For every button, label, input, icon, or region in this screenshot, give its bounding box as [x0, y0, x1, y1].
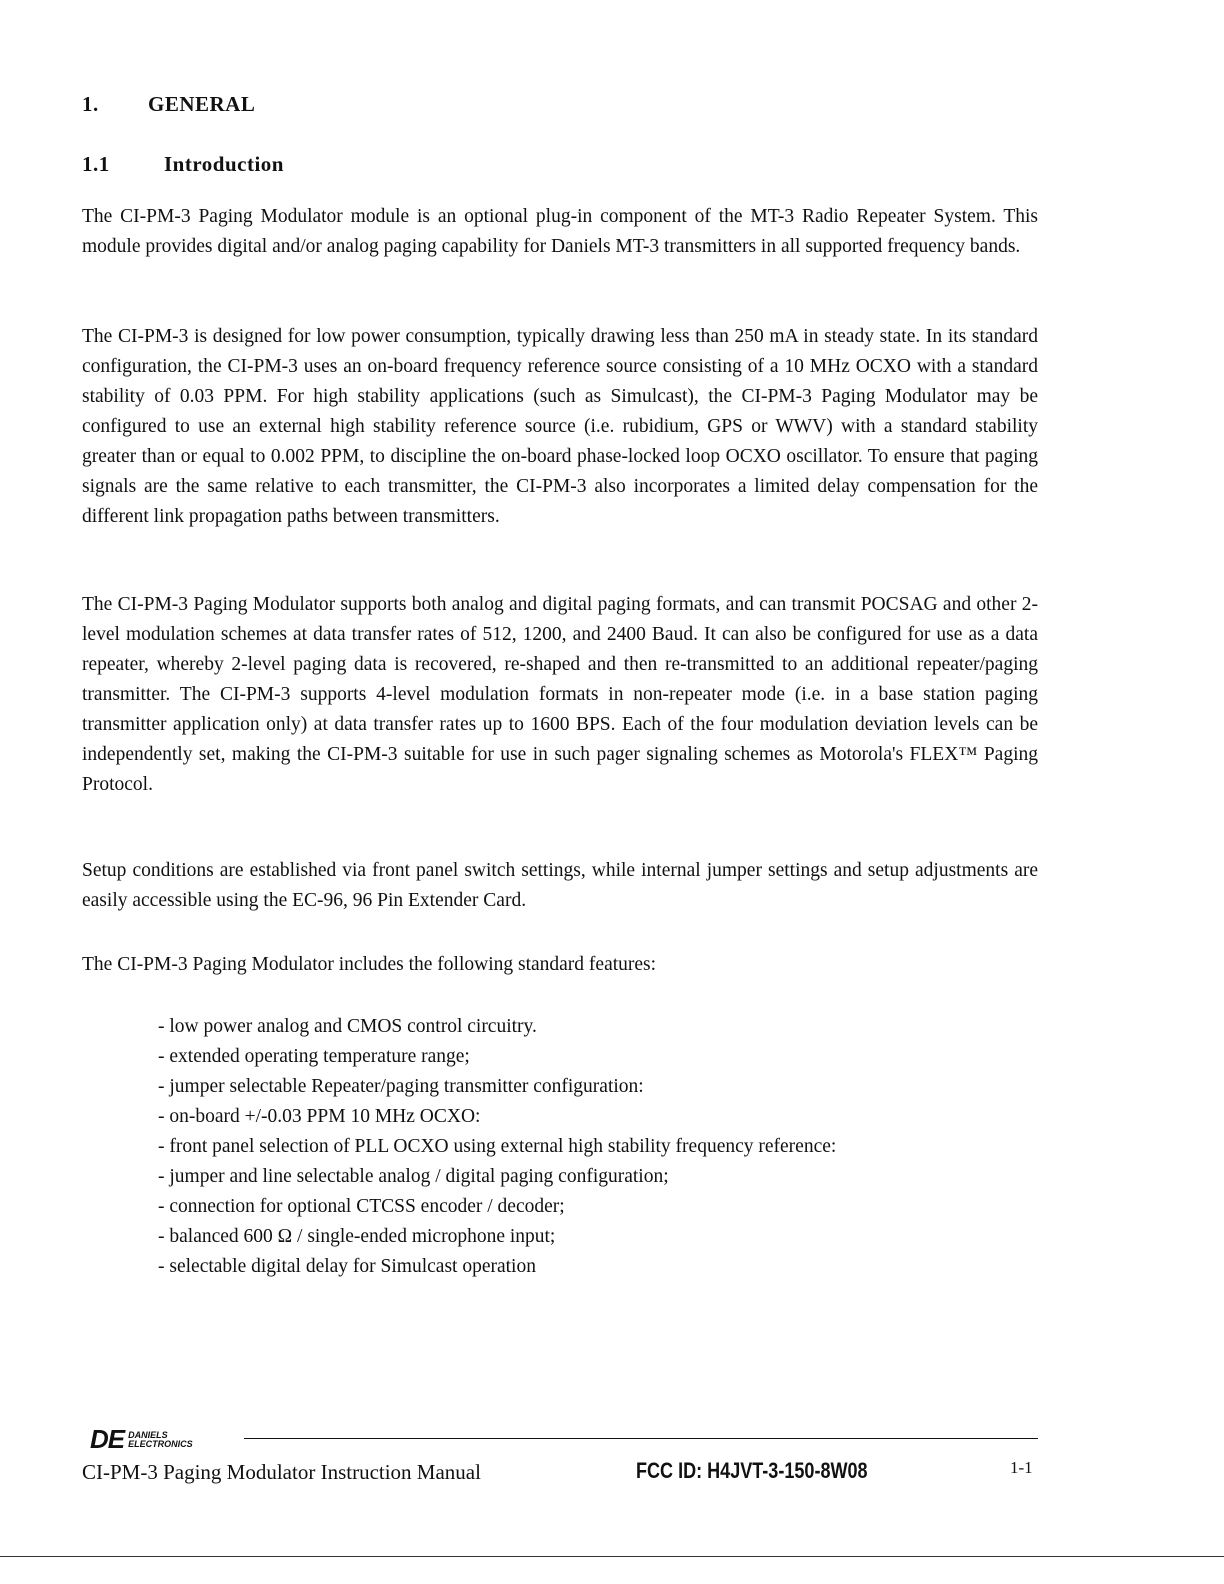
logo-wordmark — [128, 1431, 193, 1449]
page-number: 1-1 — [1010, 1458, 1033, 1477]
list-item: - on-board +/-0.03 PPM 10 MHz OCXO: — [158, 1102, 836, 1132]
list-item: - extended operating temperature range; — [158, 1042, 836, 1072]
list-item: - connection for optional CTCSS encoder / decoder; — [158, 1192, 836, 1222]
fcc-id-stamp: FCC ID: H4JVT-3-150-8W08 — [636, 1458, 868, 1483]
paragraph-formats: The CI-PM-3 Paging Modulator supports both analog and digital paging formats, and can transmit POCSAG and other 2-level modulation schemes at data transfer rates of 512, 1200, and 2400 Baud. It can also be configured for use as a data repeater, whereby 2-level paging data is recovered, re-shaped and then re-transmitted to an additional repeater/paging transmitter. The CI-PM-3 supports 4-level modulation formats in non-repeater mode (i.e. in a base station paging transmitter application only) at data transfer rates up to 1600 BPS. Each of the four modulation deviation levels can be independently set, making the CI-PM-3 suitable for use in such pager signaling schemes as Motorola's FLEX™ Paging Protocol. — [82, 594, 1038, 795]
subsection-number: 1.1 — [82, 152, 110, 176]
section-number: 1. — [82, 92, 99, 116]
subsection-heading — [82, 152, 284, 177]
features-list — [158, 1012, 836, 1282]
footer-divider — [244, 1438, 1038, 1439]
logo-line-electronics: ELECTRONICS — [128, 1439, 193, 1449]
subsection-title: Introduction — [164, 152, 284, 176]
scan-edge-line — [0, 1556, 1224, 1557]
paragraph-features-intro: The CI-PM-3 Paging Modulator includes the following standard features: — [82, 954, 657, 975]
logo-mark: DE — [90, 1424, 125, 1454]
paragraph-setup: Setup conditions are established via front panel switch settings, while internal jumper settings and setup adjustments are easily accessible using the EC-96, 96 Pin Extender Card. — [82, 860, 1038, 911]
daniels-logo — [90, 1426, 193, 1452]
manual-title: CI-PM-3 Paging Modulator Instruction Manual — [82, 1460, 481, 1484]
section-title: GENERAL — [148, 92, 256, 116]
paragraph-power-reference: The CI-PM-3 is designed for low power consumption, typically drawing less than 250 mA in steady state. In its standard configuration, the CI-PM-3 uses an on-board frequency reference source consisting of a 10 MHz OCXO with a standard stability of 0.03 PPM. For high stability applications (such as Simulcast), the CI-PM-3 Paging Modulator may be configured to use an external high stability reference source (i.e. rubidium, GPS or WWV) with a standard stability greater than or equal to 0.002 PPM, to discipline the on-board phase-locked loop OCXO oscillator. To ensure that paging signals are the same relative to each transmitter, the CI-PM-3 also incorporates a limited delay compensation for the different link propagation paths between transmitters. — [82, 326, 1038, 527]
list-item: - low power analog and CMOS control circuitry. — [158, 1012, 836, 1042]
logo-line-daniels: DANIELS — [128, 1430, 168, 1440]
list-item: - front panel selection of PLL OCXO using external high stability frequency reference: — [158, 1132, 836, 1162]
list-item: - balanced 600 Ω / single-ended microphone input; — [158, 1222, 836, 1252]
section-heading — [82, 92, 255, 117]
paragraph-overview: The CI-PM-3 Paging Modulator module is an optional plug-in component of the MT-3 Radio Repeater System. This module provides digital and/or analog paging capability for Daniels MT-3 transmitters in all supported frequency bands. — [82, 206, 1038, 257]
list-item: - selectable digital delay for Simulcast operation — [158, 1252, 836, 1282]
list-item: - jumper selectable Repeater/paging transmitter configuration: — [158, 1072, 836, 1102]
list-item: - jumper and line selectable analog / digital paging configuration; — [158, 1162, 836, 1192]
